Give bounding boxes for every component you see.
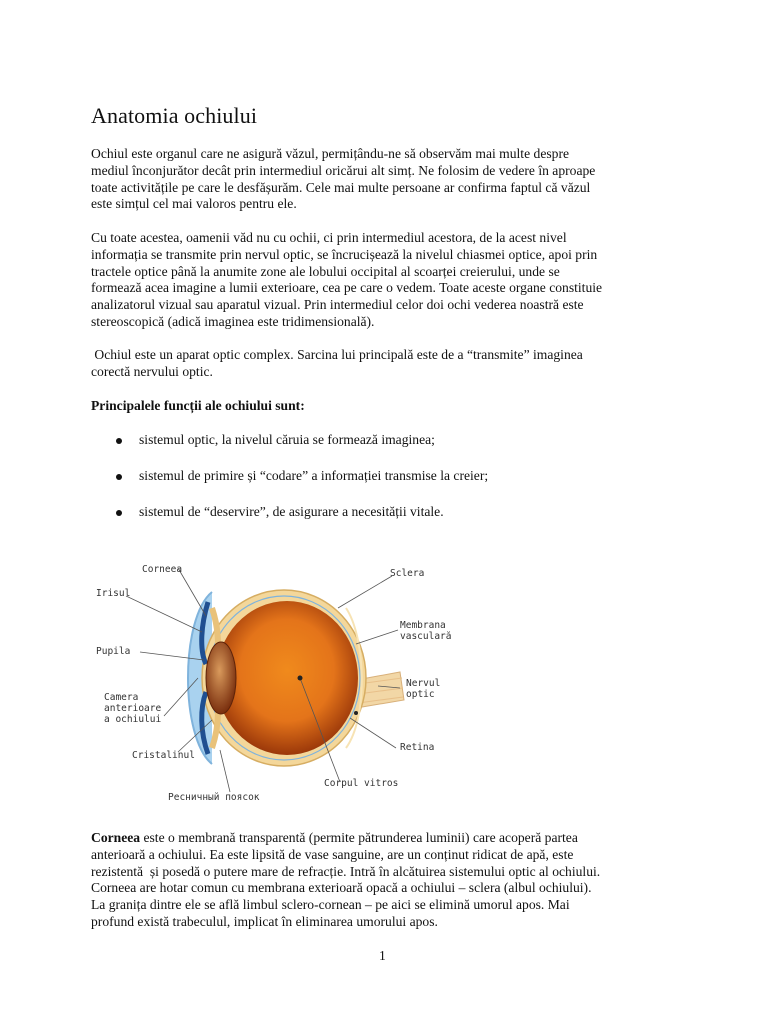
list-item-text: sistemul optic, la nivelul căruia se formează imaginea; (139, 432, 435, 447)
label-corneea: Corneea (142, 564, 183, 575)
pointer-line (338, 576, 392, 608)
text-line (91, 830, 691, 847)
list-item (114, 432, 488, 468)
corneea-paragraph (91, 830, 691, 931)
text-line: mediul înconjurător decât prin intermediul oricărui alt simț. Ne folosim de vedere în aproape (91, 162, 596, 178)
label-camera: anterioare (104, 703, 162, 714)
vitreous-body-shape (216, 601, 358, 755)
text-line: tractele optice până la anumite zone ale lobului occipital al scoarței creierului, unde se (91, 263, 560, 279)
pointer-line (220, 750, 230, 792)
text-line: profund există trabeculul, implicat în eliminarea umorului apos. (91, 913, 438, 929)
label-camera: Camera (104, 692, 139, 703)
text-line: Corneea are hotar comun cu membrana exterioară opacă a ochiului – sclera (albul ochiului). (91, 880, 592, 896)
text-line: stereoscopică (adică imaginea este tridimensională). (91, 313, 375, 329)
text-line: anterioară a ochiului. Ea este lipsită de vase sanguine, are un conținut ridicat de apă, este (91, 846, 574, 862)
text-line: Ochiul este un aparat optic complex. Sarcina lui principală este de a “transmite” imaginea (91, 347, 583, 362)
text-line: toate activitățile pe care le desfășurăm. Cele mai multe persoane ar confirma faptul că văzul (91, 179, 591, 195)
page-title: Anatomia ochiului (91, 103, 258, 128)
label-irisul: Irisul (96, 588, 131, 599)
text-run: este o membrană transparentă (permite pătrunderea luminii) care acoperă partea (140, 830, 578, 845)
text-line: este simțul cel mai valoros pentru ele. (91, 196, 297, 212)
lens-shape (206, 642, 236, 714)
label-camera: a ochiului (104, 714, 162, 725)
pointer-dot (298, 676, 303, 681)
intro-paragraph (91, 146, 691, 213)
text-line: informația se transmite prin nervul optic, se încrucișează la nivelul chiasmei optice, apoi prin (91, 246, 598, 262)
bullet-icon (116, 510, 122, 516)
label-pupila: Pupila (96, 646, 131, 657)
pointer-dot (354, 711, 358, 715)
label-membrana: Membrana (400, 620, 446, 631)
text-line: formează acea imagine a lumii exterioare, cea pe care o vedem. Toate aceste organe constituie (91, 280, 603, 296)
pointer-line (126, 596, 202, 632)
pointer-line (350, 718, 396, 748)
optic-apparatus-paragraph (91, 347, 691, 381)
label-corpul-vitros: Corpul vitros (324, 778, 399, 789)
bullet-icon (116, 474, 122, 480)
eye-anatomy-diagram (94, 548, 464, 810)
label-nervul: optic (406, 689, 435, 700)
pointer-line (178, 568, 206, 616)
list-item-text: sistemul de “deservire”, de asigurare a necesității vitale. (139, 504, 444, 519)
label-nervul: Nervul (406, 678, 441, 689)
label-sclera: Sclera (390, 568, 425, 579)
bullet-icon (116, 438, 122, 444)
label-cristalinul: Cristalinul (132, 750, 195, 761)
list-item (114, 468, 488, 504)
text-line: La granița dintre ele se află limbul sclero-cornean – pe aici se elimină umorul apos. Mai (91, 897, 570, 913)
list-item (114, 504, 488, 540)
label-membrana: vasculară (400, 631, 452, 642)
vision-paragraph (91, 230, 691, 331)
text-line: Cu toate acestea, oamenii văd nu cu ochii, ci prin intermediul acestora, de la acest nivel (91, 230, 567, 245)
page-number: 1 (379, 948, 386, 963)
functions-list (114, 432, 488, 540)
functions-heading: Principalele funcții ale ochiului sunt: (91, 398, 305, 413)
list-item-text: sistemul de primire și “codare” a informației transmise la creier; (139, 468, 489, 483)
label-retina: Retina (400, 742, 435, 753)
label-ciliary: Ресничный поясок (168, 792, 260, 803)
pointer-line (356, 630, 398, 644)
text-line: rezistentă și posedă o putere mare de refracție. Intră în alcătuirea sistemului optic al ochiului. (91, 863, 601, 879)
corneea-term: Corneea (91, 830, 141, 845)
text-line: analizatorul vizual sau aparatul vizual. Prin intermediul celor doi ochi vederea noastră este (91, 297, 584, 313)
text-line: Ochiul este organul care ne asigură văzul, permițându-ne să observăm mai multe despre (91, 146, 569, 161)
text-line: corectă nervului optic. (91, 363, 213, 379)
